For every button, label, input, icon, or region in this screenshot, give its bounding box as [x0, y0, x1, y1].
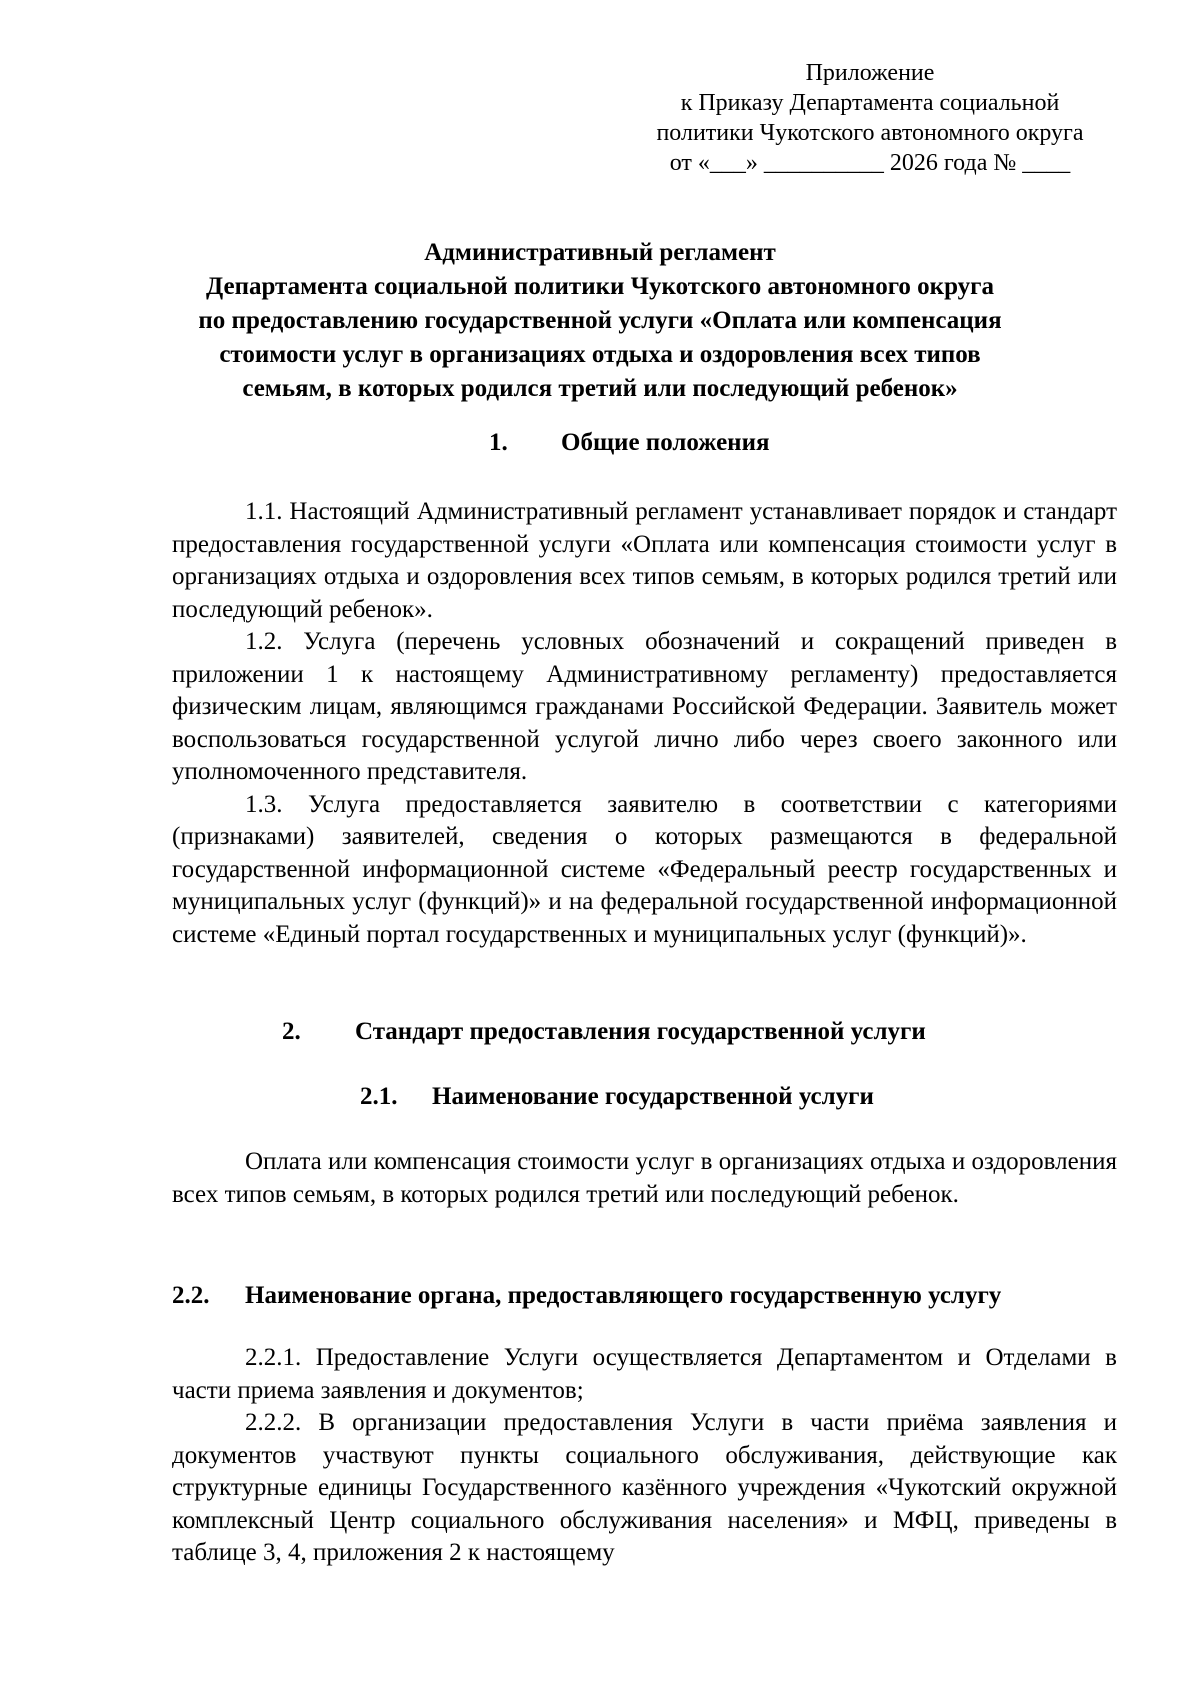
section-2-1-number: 2.1. [360, 1083, 398, 1110]
annex-line-1: Приложение [805, 60, 935, 86]
section-2-1-body [172, 1146, 1117, 1211]
annex-line-3: политики Чукотского автономного округа [656, 120, 1084, 146]
paragraph-2-2-1: 2.2.1. Предоставление Услуги осуществляется Департаментом и Отделами в части приема заявления и документов; [172, 1344, 1117, 1404]
title-line-3: по предоставлению государственной услуги «Оплата или компенсация [198, 307, 1002, 334]
section-2-2-heading [172, 1279, 1001, 1313]
section-1-heading [489, 426, 770, 460]
section-2-1-heading [360, 1080, 874, 1114]
title-line-5: семьям, в которых родился третий или последующий ребенок» [242, 375, 958, 402]
section-2-2-number: 2.2. [172, 1282, 210, 1309]
section-1-number: 1. [489, 429, 508, 456]
section-1-body [172, 496, 1117, 951]
document-title [150, 236, 1050, 406]
paragraph-1-2: 1.2. Услуга (перечень условных обозначений и сокращений приведен в приложении 1 к настоящему Административному регламенту) предоставляется физическим лицам, являющимся гражданами Российской Федерации. Заявитель может воспользоваться государственной услугой лично либо через своего законного или уполномоченного представителя. [172, 628, 1117, 785]
section-2-heading [282, 1015, 926, 1049]
paragraph-1-1: 1.1. Настоящий Административный регламент устанавливает порядок и стандарт предоставления государственной услуги «Оплата или компенсация стоимости услуг в организациях отдыха и оздоровления всех типов семьям, в которых родился третий или последующий ребенок». [172, 498, 1117, 623]
paragraph-1-3: 1.3. Услуга предоставляется заявителю в соответствии с категориями (признаками) заявителей, сведения о которых размещаются в федеральной государственной информационной системе «Федеральный реестр государственных и муниципальных услуг (функций)» и на федеральной государственной информационной системе «Единый портал государственных и муниципальных услуг (функций)». [172, 790, 1117, 948]
section-2-2-body [172, 1342, 1117, 1570]
annex-line-2: к Приказу Департамента социальной [680, 90, 1060, 116]
title-line-4: стоимости услуг в организациях отдыха и оздоровления всех типов [219, 341, 981, 368]
paragraph-2-2-2: 2.2.2. В организации предоставления Услуги в части приёма заявления и документов участвуют пункты социального обслуживания, действующие как структурные единицы Государственного казённого учреждения «Чукотский окружной комплексный Центр социального обслуживания населения» и МФЦ, приведены в таблице 3, 4, приложения 2 к настоящему [172, 1409, 1117, 1566]
annex-line-4: от «___» __________ 2026 года № ____ [669, 150, 1071, 176]
title-line-1: Административный регламент [424, 239, 776, 266]
section-2-1-title: Наименование государственной услуги [432, 1083, 874, 1110]
section-1-title: Общие положения [561, 429, 770, 456]
annex-header [640, 58, 1100, 178]
title-line-2: Департамента социальной политики Чукотского автономного округа [205, 273, 995, 300]
section-2-2-title: Наименование органа, предоставляющего государственную услугу [245, 1282, 1002, 1309]
section-2-number: 2. [282, 1018, 301, 1045]
section-2-title: Стандарт предоставления государственной услуги [355, 1018, 926, 1045]
paragraph-2-1: Оплата или компенсация стоимости услуг в организациях отдыха и оздоровления всех типов семьям, в которых родился третий или последующий ребенок. [172, 1148, 1117, 1208]
